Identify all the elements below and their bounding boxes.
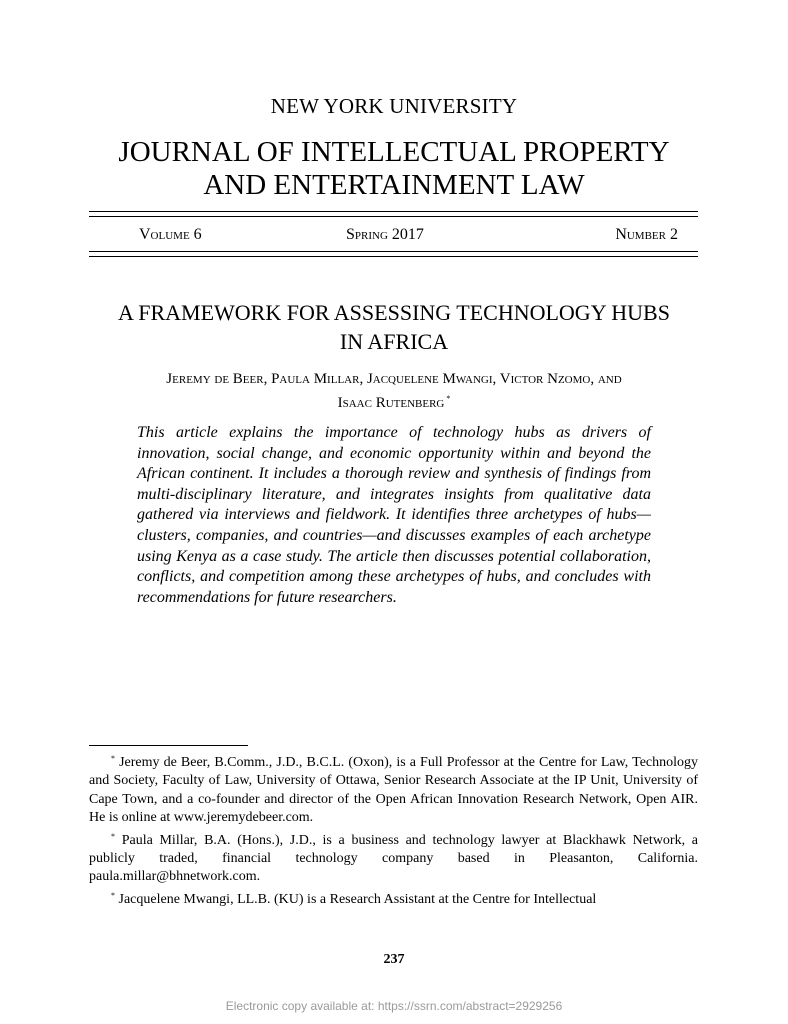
issue-info-row	[89, 226, 698, 248]
author-footnote-marker: *	[446, 394, 451, 403]
journal-title	[0, 136, 788, 202]
footnote: * Paula Millar, B.A. (Hons.), J.D., is a business and technology lawyer at Blackhawk Network, a publicly traded, financial technology company based in Pleasanton, California. paula.millar@bhnetwork.com.	[89, 831, 698, 885]
journal-title-line-1: JOURNAL OF INTELLECTUAL PROPERTY	[118, 136, 670, 168]
header-rule-top-1	[89, 211, 698, 212]
header-rule-bottom-1	[89, 251, 698, 252]
header-rule-top-2	[89, 216, 698, 217]
footnote: * Jeremy de Beer, B.Comm., J.D., B.C.L. (Oxon), is a Full Professor at the Centre for Law, Technology and Society, Faculty of Law, University of Ottawa, Senior Research Associate at the IP Unit, University of Cape Town, and a co-founder and director of the Open African Innovation Research Network, Open AIR. He is online at www.jeremydebeer.com.	[89, 754, 699, 826]
page-number: 237	[383, 952, 405, 967]
ssrn-watermark: Electronic copy available at: https://ssrn.com/abstract=2929256	[225, 999, 563, 1013]
footnotes	[89, 750, 698, 909]
footnote: * Jacquelene Mwangi, LL.B. (KU) is a Research Assistant at the Centre for Intellectual	[111, 890, 597, 907]
author-list	[0, 369, 788, 413]
university-name: NEW YORK UNIVERSITY	[270, 94, 518, 118]
footnote-separator	[89, 745, 248, 746]
author-list-line-1: Jeremy de Beer, Paula Millar, Jacquelene Mwangi, Victor Nzomo, and	[166, 371, 622, 387]
volume-label: Volume 6	[139, 226, 202, 243]
journal-title-line-2: AND ENTERTAINMENT LAW	[203, 169, 585, 201]
header-rule-bottom-2	[89, 256, 698, 257]
issue-date: Spring 2017	[346, 226, 424, 243]
article-title	[0, 298, 788, 356]
article-title-line-1: A FRAMEWORK FOR ASSESSING TECHNOLOGY HUBS	[118, 300, 670, 325]
number-label: Number 2	[615, 226, 678, 243]
abstract: This article explains the importance of technology hubs as drivers of innovation, social change, and economic opportunity within and beyond the African continent. It includes a thorough review and synthesis of findings from multi-disciplinary literature, and integrates insights from qualitative data gathered via interviews and fieldwork. It identifies three archetypes of hubs—clusters, companies, and countries—and discusses examples of each archetype using Kenya as a case study. The article then discusses potential collaboration, conflicts, and competition among these archetypes of hubs, and concludes with recommendations for future researchers.	[137, 424, 651, 606]
author-list-line-2: Isaac Rutenberg	[337, 395, 445, 411]
article-title-line-2: IN AFRICA	[339, 329, 449, 354]
